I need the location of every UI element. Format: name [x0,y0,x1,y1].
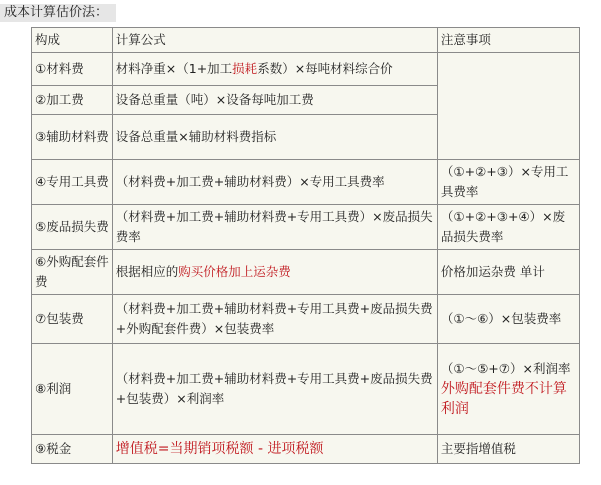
row-note: （①～⑥）×包装费率 [437,295,579,344]
note-highlight: 外购配套件费不计算利润 [440,381,567,417]
note-text: （①～⑤+⑦）×利润率 [440,361,571,376]
formula-text: 根据相应的 [115,264,179,279]
table-row [32,295,580,344]
row-note: （①+②+③+④）×废品损失费率 [437,205,579,250]
table-row [32,205,580,250]
row-name: ③辅助材料费 [32,115,113,160]
header-composition: 构成 [32,28,113,53]
formula-highlight: 增值税=当期销项税额 - 进项税额 [115,441,324,457]
row-formula [112,435,437,464]
table-row [32,160,580,205]
formula-text: 材料净重×（1+加工 [115,61,233,76]
row-note: （①+②+③）×专用工具费率 [437,160,579,205]
table-header-row [32,28,580,53]
row-formula: 设备总重量×辅助材料费指标 [112,115,437,160]
row-formula: （材料费+加工费+辅助材料费+专用工具费+废品损失费+包装费）×利润率 [112,344,437,435]
row-name: ⑦包装费 [32,295,113,344]
formula-highlight: 购买价格加上运杂费 [178,264,291,279]
row-name: ⑨税金 [32,435,113,464]
row-note-empty [437,53,579,160]
header-formula: 计算公式 [112,28,437,53]
row-formula: （材料费+加工费+辅助材料费+专用工具费）×废品损失费率 [112,205,437,250]
row-formula [112,250,437,295]
table-row [32,344,580,435]
row-note: 价格加运杂费 单计 [437,250,579,295]
row-formula: （材料费+加工费+辅助材料费）×专用工具费率 [112,160,437,205]
table-row [32,435,580,464]
section-title: 成本计算估价法： [0,4,116,22]
header-notes: 注意事项 [437,28,579,53]
cost-estimation-table [31,27,580,464]
row-name: ⑧利润 [32,344,113,435]
formula-text: 系数）×每吨材料综合价 [257,61,393,76]
row-name: ②加工费 [32,86,113,115]
formula-highlight: 损耗 [232,61,258,76]
row-note [437,344,579,435]
row-formula [112,53,437,86]
row-name: ⑤废品损失费 [32,205,113,250]
row-name: ④专用工具费 [32,160,113,205]
row-note: 主要指增值税 [437,435,579,464]
row-formula: 设备总重量（吨）×设备每吨加工费 [112,86,437,115]
row-name: ①材料费 [32,53,113,86]
row-formula: （材料费+加工费+辅助材料费+专用工具费+废品损失费+外购配套件费）×包装费率 [112,295,437,344]
row-name: ⑥外购配套件费 [32,250,113,295]
table-row [32,53,580,86]
table-row [32,250,580,295]
